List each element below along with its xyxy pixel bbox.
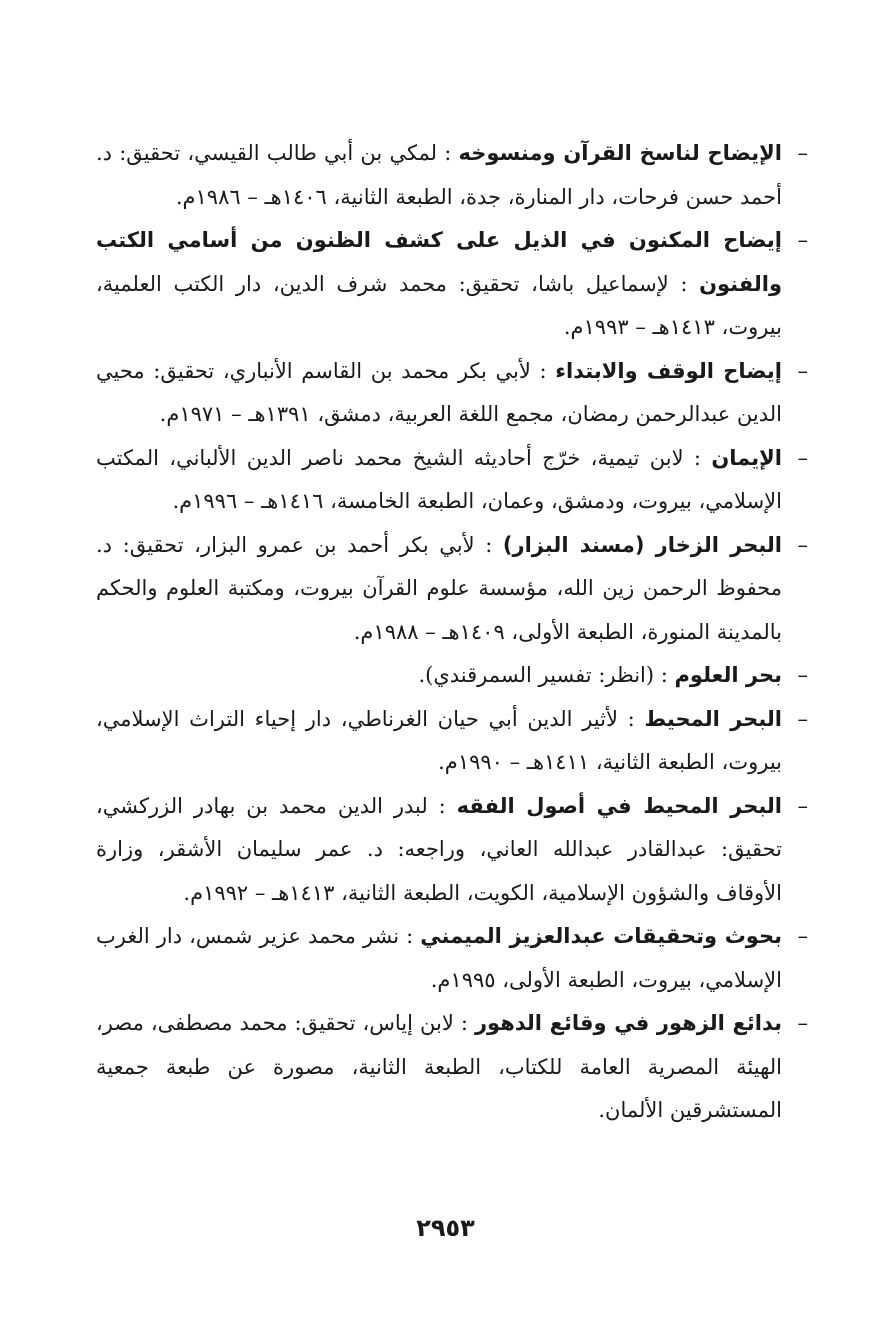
entry-body: : لمكي بن أبي طالب القيسي، تحقيق: د. أحمد حسن فرحات، دار المنارة، جدة، الطبعة الثانية، ١٤٠٦هـ – ١٩٨٦م. — [96, 141, 782, 209]
entry-dash: – — [797, 141, 808, 165]
entry-title: إيضاح المكنون في الذيل على كشف الظنون من أسامي الكتب والفنون — [96, 228, 782, 296]
bibliography-entry — [96, 785, 808, 916]
bibliography-entry — [96, 219, 808, 350]
bibliography-entry — [96, 915, 808, 1002]
entry-dash: – — [797, 663, 808, 687]
entry-body: : لأبي بكر محمد بن القاسم الأنباري، تحقيق: محيي الدين عبدالرحمن رمضان، مجمع اللغة العربية، دمشق، ١٣٩١هـ – ١٩٧١م. — [96, 358, 782, 426]
entry-body: : لابن تيمية، خرّج أحاديثه الشيخ محمد ناصر الدين الألباني، المكتب الإسلامي، بيروت، ودمشق، وعمان، الطبعة الخامسة، ١٤١٦هـ – ١٩٩٦م. — [96, 445, 782, 513]
bibliography-entry — [96, 654, 808, 698]
bibliography-entry — [96, 437, 808, 524]
entry-dash: – — [797, 706, 808, 731]
entry-title: الإيضاح لناسخ القرآن ومنسوخه — [458, 141, 782, 165]
entry-dash: – — [797, 445, 808, 470]
bibliography-entry — [96, 698, 808, 785]
page-number: ٢٩٥٣ — [416, 1214, 475, 1242]
entry-title: البحر المحيط — [644, 706, 782, 731]
entry-body: : لبدر الدين محمد بن بهادر الزركشي، تحقيق: عبدالقادر عبدالله العاني، وراجعه: د. عمر سليمان الأشقر، وزارة الأوقاف والشؤون الإسلامية، الكويت، الطبعة الثانية، ١٤١٣هـ – ١٩٩٢م. — [96, 793, 783, 905]
bibliography-entry — [96, 1002, 808, 1133]
entry-dash: – — [797, 358, 808, 383]
entry-dash: – — [797, 1011, 808, 1035]
entry-body: : لأثير الدين أبي حيان الغرناطي، دار إحياء التراث الإسلامي، بيروت، الطبعة الثانية، ١٤١١هـ – ١٩٩٠م. — [96, 706, 782, 774]
entry-dash: – — [797, 793, 808, 818]
entry-title: بحر العلوم — [674, 663, 782, 687]
entry-title: البحر الزخار (مسند البزار) — [502, 532, 782, 557]
entry-body: : لإسماعيل باشا، تحقيق: محمد شرف الدين، دار الكتب العلمية، بيروت، ١٤١٣هـ – ١٩٩٣م. — [96, 271, 782, 339]
bibliography-entry — [96, 350, 808, 437]
bibliography-entry — [96, 524, 808, 655]
entry-title: البحر المحيط في أصول الفقه — [456, 793, 782, 818]
entry-body: : (انظر: تفسير السمرقندي). — [418, 663, 668, 687]
entry-body: : لابن إياس، تحقيق: محمد مصطفى، مصر، الهيئة المصرية العامة للكتاب، الطبعة الثانية، مصورة عن طبعة جمعية المستشرقين الألمان. — [96, 1011, 782, 1122]
entry-dash: – — [797, 532, 808, 557]
entry-dash: – — [797, 228, 808, 252]
bibliography-list — [96, 132, 808, 1133]
entry-title: إيضاح الوقف والابتداء — [555, 358, 782, 383]
entry-body: : لأبي بكر أحمد بن عمرو البزار، تحقيق: د. محفوظ الرحمن زين الله، مؤسسة علوم القرآن بيروت، ومكتبة العلوم والحكم بالمدينة المنورة، الطبعة الأولى، ١٤٠٩هـ – ١٩٨٨م. — [96, 532, 782, 644]
entry-dash: – — [797, 924, 808, 948]
entry-title: الإيمان — [711, 445, 782, 470]
entry-title: بحوث وتحقيقات عبدالعزيز الميمني — [420, 924, 782, 948]
entry-title: بدائع الزهور في وقائع الدهور — [474, 1011, 782, 1035]
bibliography-entry — [96, 132, 808, 219]
entry-body: : نشر محمد عزير شمس، دار الغرب الإسلامي، بيروت، الطبعة الأولى، ١٩٩٥م. — [96, 924, 782, 992]
